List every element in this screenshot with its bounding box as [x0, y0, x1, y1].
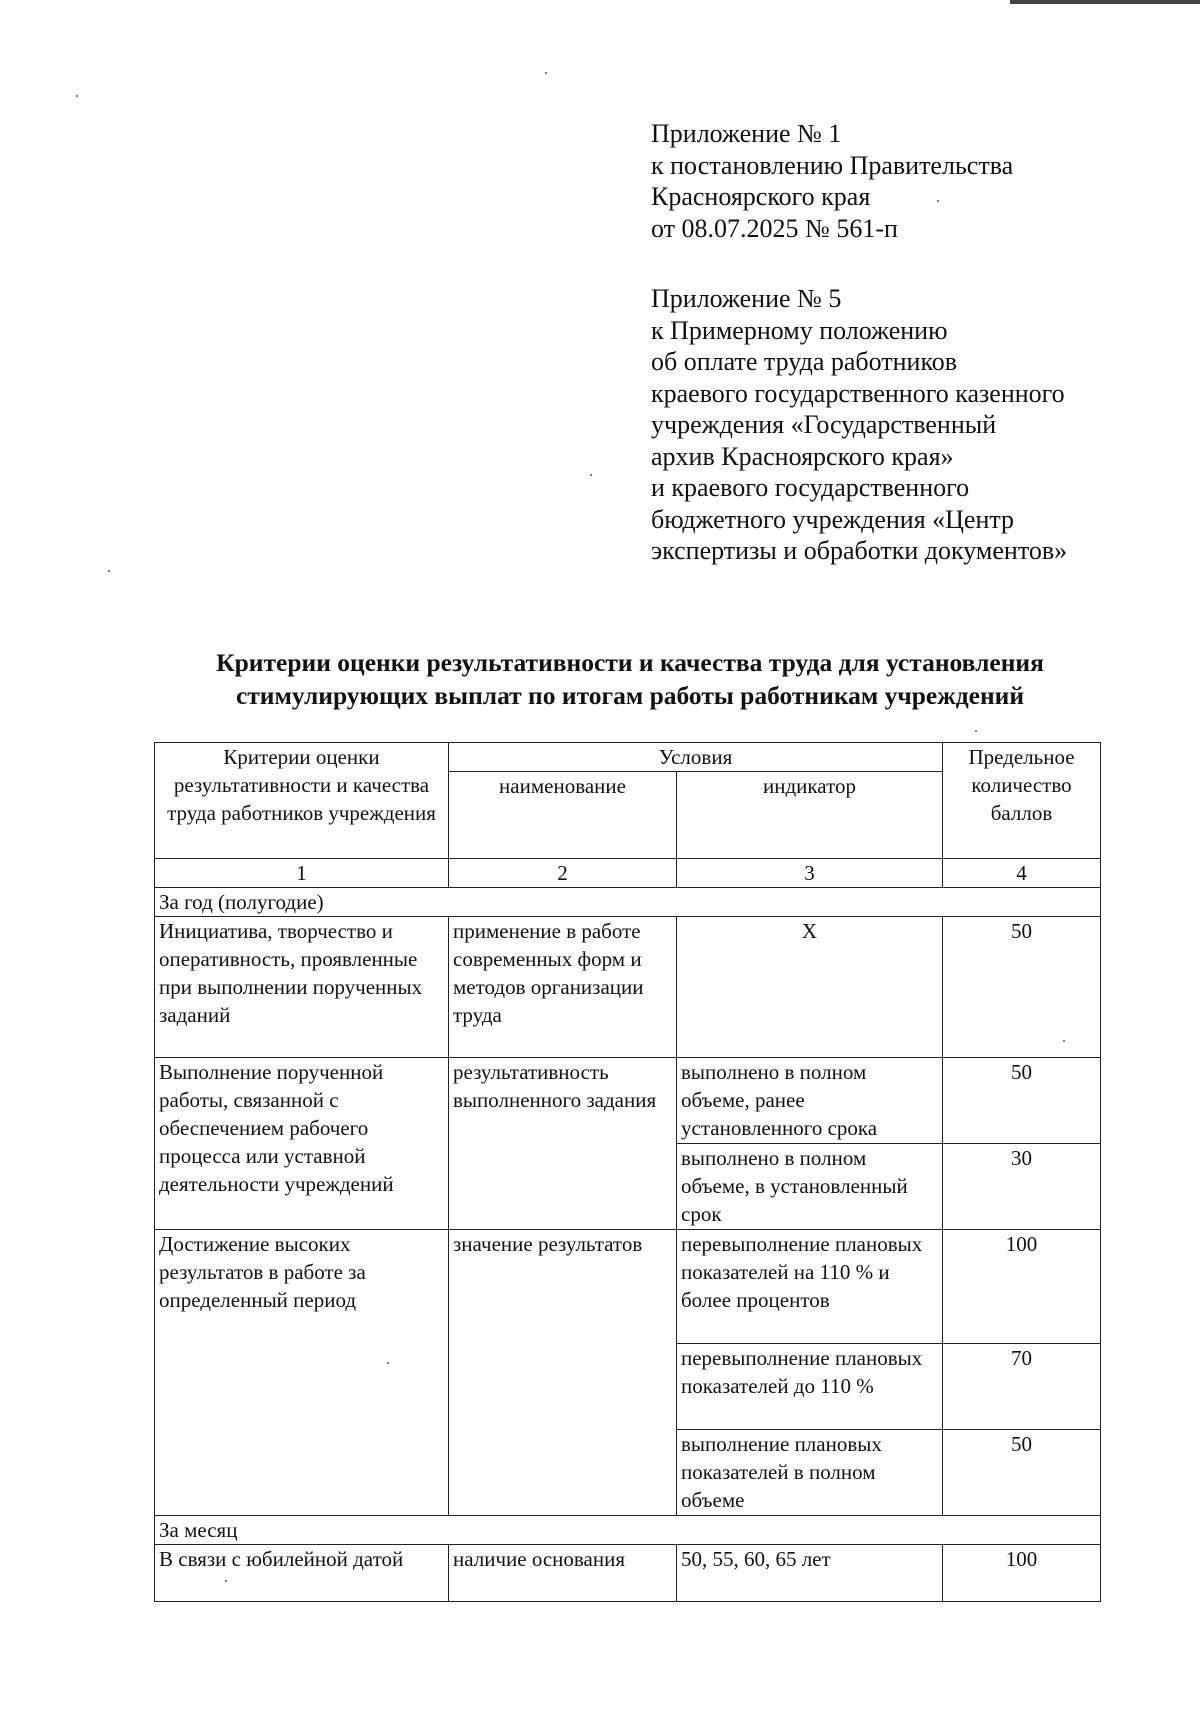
appendix-5-line: архив Красноярского края»	[651, 441, 954, 471]
title-line-1: Критерии оценки результативности и качества труда для установления	[216, 648, 1044, 677]
scan-speck	[225, 1580, 227, 1582]
scan-speck	[975, 730, 977, 732]
section-row-year	[155, 888, 1101, 917]
scan-edge-mark	[1010, 0, 1200, 4]
points-cell: 70	[943, 1344, 1101, 1430]
table-row-high-results	[155, 1230, 1101, 1344]
appendix-5-header	[651, 283, 1067, 567]
scan-speck	[937, 200, 939, 202]
criterion-cell: Достижение высоких результатов в работе за определенный период	[155, 1230, 449, 1516]
scan-speck	[387, 1362, 389, 1364]
criterion-cell: Инициатива, творчество и оперативность, проявленные при выполнении порученных заданий	[155, 917, 449, 1058]
points-cell: 50	[943, 1430, 1101, 1516]
scan-speck	[590, 474, 592, 476]
scan-speck	[1063, 1040, 1065, 1042]
name-cell: применение в работе современных форм и методов организации труда	[449, 917, 677, 1058]
appendix-1-line: от 08.07.2025 № 561-п	[651, 213, 898, 243]
indicator-cell: Х	[677, 917, 943, 1058]
criterion-cell: Выполнение порученной работы, связанной с обеспечением рабочего процесса или уставной деятельности учреждений	[155, 1058, 449, 1230]
scan-speck	[76, 95, 78, 97]
header-conditions: Условия	[449, 743, 943, 772]
appendix-5-line: бюджетного учреждения «Центр	[651, 504, 1015, 534]
indicator-cell: перевыполнение плановых показателей на 110 % и более процентов	[677, 1230, 943, 1344]
column-number-row	[155, 859, 1101, 888]
appendix-1-header	[651, 118, 1013, 244]
header-criteria: Критерии оценки результативности и качества труда работников учреждения	[155, 743, 449, 859]
appendix-1-line: Приложение № 1	[651, 119, 842, 148]
points-cell: 50	[943, 1058, 1101, 1144]
indicator-cell: выполнено в полном объеме, ранее установленного срока	[677, 1058, 943, 1144]
appendix-5-line: и краевого государственного	[651, 473, 970, 502]
name-cell: результативность выполненного задания	[449, 1058, 677, 1230]
criteria-table	[154, 742, 1101, 1602]
appendix-5-line: Приложение № 5	[651, 284, 842, 313]
points-cell: 100	[943, 1230, 1101, 1344]
header-max-points: Предельное количество баллов	[943, 743, 1101, 859]
indicator-cell: выполнено в полном объеме, в установленный срок	[677, 1144, 943, 1230]
section-label-year: За год (полугодие)	[155, 888, 1101, 917]
points-cell: 50	[943, 917, 1101, 1058]
appendix-5-line: экспертизы и обработки документов»	[651, 536, 1068, 565]
name-cell: значение результатов	[449, 1230, 677, 1516]
appendix-5-line: об оплате труда работников	[651, 347, 958, 376]
table-row-jubilee	[155, 1545, 1101, 1602]
indicator-cell: перевыполнение плановых показателей до 110 %	[677, 1344, 943, 1430]
header-name: наименование	[449, 772, 677, 859]
scan-speck	[108, 570, 110, 572]
column-number: 1	[155, 859, 449, 888]
column-number: 3	[677, 859, 943, 888]
appendix-1-line: Красноярского края	[651, 182, 871, 211]
section-label-month: За месяц	[155, 1516, 1101, 1545]
points-cell: 100	[943, 1545, 1101, 1602]
appendix-1-line: к постановлению Правительства	[651, 150, 1014, 180]
criterion-cell: В связи с юбилейной датой	[155, 1545, 449, 1602]
indicator-cell: 50, 55, 60, 65 лет	[677, 1545, 943, 1602]
indicator-cell: выполнение плановых показателей в полном объеме	[677, 1430, 943, 1516]
table-row-assigned-work	[155, 1058, 1101, 1144]
appendix-5-line: учреждения «Государственный	[651, 410, 997, 439]
points-cell: 30	[943, 1144, 1101, 1230]
document-title	[150, 646, 1110, 712]
column-number: 4	[943, 859, 1101, 888]
table-row-initiative	[155, 917, 1101, 1058]
appendix-5-line: к Примерному положению	[651, 315, 948, 345]
title-line-2: стимулирующих выплат по итогам работы работникам учреждений	[235, 681, 1025, 710]
column-number: 2	[449, 859, 677, 888]
name-cell: наличие основания	[449, 1545, 677, 1602]
section-row-month	[155, 1516, 1101, 1545]
header-indicator: индикатор	[677, 772, 943, 859]
scan-speck	[545, 72, 547, 74]
header-row	[155, 743, 1101, 772]
appendix-5-line: краевого государственного казенного	[651, 378, 1065, 408]
